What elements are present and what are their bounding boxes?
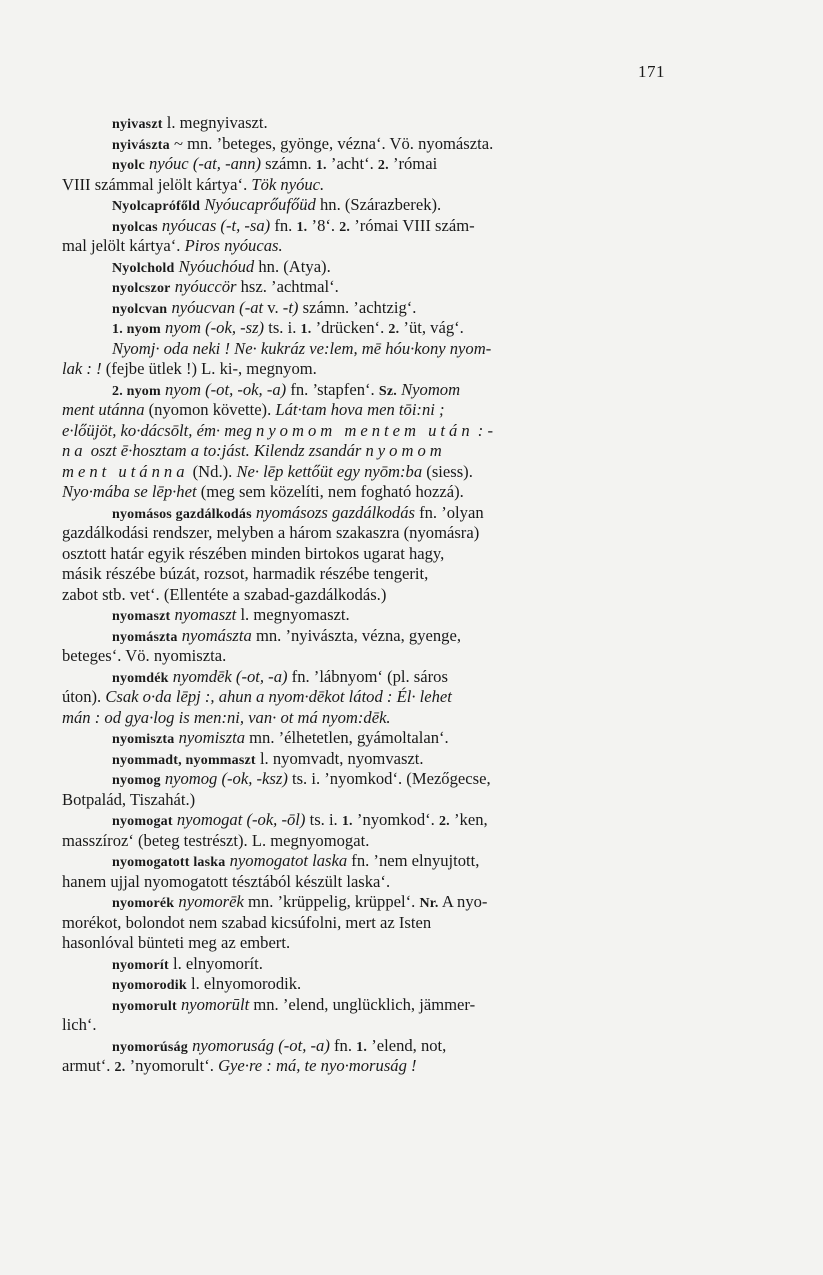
- text-run: másik részébe búzát, rozsot, harmadik részébe tengerit,: [62, 564, 429, 583]
- text-line: [62, 503, 674, 524]
- page-number: 171: [638, 62, 665, 81]
- dialect-form: Csak o·da lēpj :, ahun a nyom·dēkot látod : Él· lehet: [105, 687, 452, 706]
- text-run: osztott határ egyik részében minden birtokos ugarat hagy,: [62, 543, 445, 563]
- text-run: ts. i.: [305, 810, 342, 829]
- text-line: [62, 708, 674, 729]
- text-run: mn. ’nyivászta, vézna, gyenge,: [251, 625, 461, 645]
- text-run: hanem ujjal nyomogatott tésztából készült laska‘.: [62, 871, 391, 891]
- text-run: l. nyomvadt, nyomvaszt.: [255, 748, 424, 768]
- text-run: ’római: [388, 154, 438, 173]
- text-run: (fejbe ütlek !) L. ki-, megnyom.: [101, 359, 317, 378]
- text-run: l. elnyomorít.: [168, 953, 263, 973]
- dialect-form: ment utánna: [62, 400, 145, 419]
- text-line: [62, 790, 674, 811]
- text-run: armut‘.: [62, 1056, 115, 1075]
- headword: nyomásos gazdálkodás: [112, 506, 252, 522]
- text-run: fn.: [329, 1035, 357, 1055]
- text-line: [62, 318, 674, 339]
- dialect-form: Nyo·mába se lēp·het: [62, 482, 197, 501]
- text-line: [62, 995, 674, 1016]
- text-run: ’acht‘.: [326, 154, 378, 173]
- text-run: ts. i. ’nyomkod‘. (Mezőgecse,: [287, 769, 491, 788]
- text-run: (siess).: [422, 461, 473, 481]
- text-line: [62, 954, 674, 975]
- text-line: [62, 913, 674, 934]
- dialect-form: mán : od gya·log is men:ni, van· ot má nyom:dēk.: [62, 707, 391, 727]
- text-line: [62, 646, 674, 667]
- text-run: fn. ’lábnyom‘ (pl. sáros: [287, 666, 448, 686]
- text-line: [62, 462, 674, 483]
- text-line: [62, 175, 674, 196]
- dialect-form: nyóucas (-t, -sa): [161, 215, 271, 235]
- text-line: [62, 298, 674, 319]
- text-line: [62, 626, 674, 647]
- text-line: [62, 277, 674, 298]
- text-run: ’nyomorult‘.: [125, 1056, 219, 1075]
- dialect-form: nyóucvan (-at: [171, 297, 264, 317]
- headword: nyomdék: [112, 670, 169, 686]
- text-run: (nyomon követte).: [144, 400, 276, 419]
- dialect-form: Nyomom: [401, 379, 461, 399]
- headword: 2.: [438, 814, 450, 829]
- headword: nyomorult: [112, 998, 177, 1014]
- headword: nyolcas: [112, 219, 158, 235]
- headword: Sz.: [378, 383, 397, 399]
- dialect-form: Nyóucaprőufőüd: [204, 195, 316, 214]
- text-run: l. megnyivaszt.: [162, 113, 268, 132]
- text-run: morékot, bolondot nem szabad kicsúfolni, mert az Isten: [62, 912, 432, 932]
- dialect-form: nyomásozs gazdálkodás: [255, 502, 415, 522]
- text-line: [62, 421, 674, 442]
- text-run: ~ mn. ’beteges, gyönge, vézna‘. Vö. nyomászta.: [169, 133, 494, 153]
- headword: 2.: [339, 219, 351, 235]
- headword: 1.: [341, 814, 353, 829]
- text-run: v.: [263, 297, 283, 317]
- text-line: [62, 933, 674, 954]
- headword: 2.: [377, 158, 389, 173]
- dialect-form: Ne· lēp kettőüt egy nyōm:ba: [236, 461, 423, 481]
- text-run: mal jelölt kártya‘.: [62, 236, 185, 255]
- text-line: [62, 257, 674, 278]
- headword: 1.: [296, 219, 308, 235]
- text-line: [62, 236, 674, 257]
- headword: nyomogatott laska: [112, 855, 226, 870]
- dialect-form: nyomom mentem után: [256, 420, 474, 440]
- dialect-form: nyomogat (-ok, -ōl): [176, 810, 306, 829]
- headword: 1.: [315, 158, 327, 173]
- dialect-form: nyóuc (-at, -ann): [149, 154, 262, 173]
- text-line: [62, 1036, 674, 1057]
- headword: nyomiszta: [112, 732, 175, 747]
- headword: nyomorodik: [112, 978, 187, 993]
- headword: 2. nyom: [112, 383, 161, 399]
- text-line: [62, 359, 674, 380]
- text-run: fn. ’nem elnyujtott,: [347, 851, 480, 870]
- text-run: úton).: [62, 687, 106, 706]
- dialect-form: : -: [473, 420, 493, 440]
- dialect-form: nyomog (-ok, -ksz): [164, 769, 288, 788]
- text-line: [62, 195, 674, 216]
- dialect-form: e·lőüjöt, ko·dácsōlt, ém· meg: [62, 420, 257, 440]
- headword: nyomaszt: [112, 609, 171, 624]
- headword: 1.: [356, 1039, 368, 1055]
- text-run: mn. ’élhetetlen, gyámoltalan‘.: [245, 728, 449, 747]
- text-line: [62, 154, 674, 175]
- headword: nyivaszt: [112, 117, 163, 132]
- dialect-form: nyomoruság (-ot, -a): [192, 1035, 330, 1055]
- text-line: [62, 564, 674, 585]
- text-run: ’ken,: [449, 810, 488, 829]
- text-run: ’nyomkod‘.: [352, 810, 439, 829]
- text-line: [62, 872, 674, 893]
- headword: Nr.: [419, 896, 439, 911]
- text-run: fn.: [270, 215, 297, 235]
- dialect-form: nyomdēk (-ot, -a): [172, 666, 288, 686]
- text-line: [62, 605, 674, 626]
- text-line: [62, 134, 674, 155]
- headword: nyivászta: [112, 137, 170, 153]
- text-line: [62, 113, 674, 134]
- dialect-form: nyomom: [365, 441, 446, 460]
- text-line: [62, 769, 674, 790]
- text-run: VIII számmal jelölt kártya‘.: [62, 174, 252, 194]
- dialect-form: -t): [282, 297, 299, 317]
- text-run: számn.: [261, 154, 316, 173]
- text-run: gazdálkodási rendszer, melyben a három szakaszra (nyomásra): [62, 523, 480, 542]
- text-run: hn. (Szárazberek).: [315, 195, 442, 214]
- headword: nyomorít: [112, 957, 169, 973]
- dialect-form: Lát·tam hova men tōi:ni ;: [275, 400, 445, 419]
- dialect-form: nyomorūlt: [180, 994, 250, 1014]
- text-run: (Nd.).: [188, 461, 237, 481]
- text-run: fn. ’stapfen‘.: [286, 379, 379, 399]
- text-run: l. megnyomaszt.: [236, 605, 350, 624]
- text-line: [62, 728, 674, 749]
- headword: 1. nyom: [112, 322, 161, 337]
- dialect-form: oszt ē·hosztam a to:jást. Kilendz zsandár: [86, 441, 366, 460]
- headword: nyolcszor: [112, 281, 171, 296]
- text-line: [62, 687, 674, 708]
- text-line: [62, 380, 674, 401]
- text-run: fn. ’olyan: [414, 502, 484, 522]
- headword: 2.: [114, 1060, 126, 1075]
- dialect-form: Piros nyóucas.: [184, 236, 283, 255]
- headword: 2.: [388, 322, 400, 337]
- text-run: hasonlóval bünteti meg az embert.: [62, 933, 291, 952]
- headword: nyomog: [112, 773, 161, 788]
- headword: nyolcvan: [112, 301, 168, 317]
- headword: nyomorúság: [112, 1039, 188, 1055]
- text-run: (meg sem közelíti, nem fogható hozzá).: [196, 482, 464, 501]
- text-run: ’8‘.: [307, 215, 340, 235]
- dialect-form: Nyóuchóud: [178, 256, 255, 276]
- headword: nyommadt, nyommaszt: [112, 752, 256, 768]
- text-run: beteges‘. Vö. nyomiszta.: [62, 646, 227, 665]
- text-run: zabot stb. vet‘. (Ellentéte a szabad-gazdálkodás.): [62, 584, 387, 604]
- text-run: Botpalád, Tiszahát.): [62, 789, 196, 809]
- text-line: [62, 523, 674, 544]
- dialect-form: nyóuccör: [174, 277, 237, 296]
- dialect-form: nyomorēk: [178, 892, 244, 911]
- text-line: [62, 585, 674, 606]
- headword: nyomászta: [112, 629, 178, 645]
- dialect-form: nyomászta: [181, 625, 252, 645]
- dictionary-entries-column: [62, 113, 674, 1077]
- text-line: [62, 892, 674, 913]
- dialect-form: nyomogatot laska: [229, 851, 348, 870]
- dialect-form: na: [62, 441, 87, 460]
- dialect-form: Tök nyóuc.: [251, 174, 325, 194]
- dialect-form: ment utánna: [62, 461, 189, 481]
- dialect-form: Nyomj· oda neki ! Ne· kukráz ve:lem, mē hóu·kony nyom-: [112, 338, 492, 358]
- text-run: számn. ’achtzig‘.: [298, 297, 417, 317]
- text-run: ’római VIII szám-: [350, 215, 475, 235]
- text-line: [62, 974, 674, 995]
- dialect-form: nyomaszt: [174, 605, 237, 624]
- text-run: hsz. ’achtmal‘.: [236, 277, 339, 296]
- text-run: masszíroz‘ (beteg testrészt). L. megnyomogat.: [62, 830, 370, 850]
- text-run: lich‘.: [62, 1015, 97, 1034]
- text-run: A nyo-: [438, 892, 488, 911]
- text-line: [62, 1015, 674, 1036]
- text-run: mn. ’krüppelig, krüppel‘.: [243, 892, 420, 911]
- headword: nyomogat: [112, 814, 173, 829]
- text-line: [62, 339, 674, 360]
- headword: nyomorék: [112, 896, 175, 911]
- text-line: [62, 482, 674, 503]
- text-run: ts. i.: [264, 318, 301, 337]
- text-line: [62, 810, 674, 831]
- dialect-form: Gye·re : má, te nyo·moruság !: [218, 1056, 417, 1075]
- text-run: hn. (Atya).: [254, 256, 331, 276]
- dialect-form: nyomiszta: [178, 728, 245, 747]
- headword: Nyolcaprófőld: [112, 199, 201, 214]
- headword: Nyolchold: [112, 260, 175, 276]
- text-run: ’üt, vág‘.: [399, 318, 464, 337]
- text-run: mn. ’elend, unglücklich, jämmer-: [249, 994, 476, 1014]
- text-run: ’drücken‘.: [311, 318, 389, 337]
- text-line: [62, 400, 674, 421]
- text-line: [62, 216, 674, 237]
- text-line: [62, 749, 674, 770]
- dialect-form: nyom (-ot, -ok, -a): [165, 379, 287, 399]
- text-line: [62, 831, 674, 852]
- text-line: [62, 667, 674, 688]
- text-line: [62, 1056, 674, 1077]
- text-run: ’elend, not,: [367, 1035, 447, 1055]
- dialect-form: nyom (-ok, -sz): [165, 318, 265, 337]
- text-line: [62, 441, 674, 462]
- headword: nyolc: [112, 158, 145, 173]
- text-line: [62, 544, 674, 565]
- text-run: l. elnyomorodik.: [186, 974, 302, 993]
- dialect-form: lak : !: [62, 359, 102, 378]
- headword: 1.: [300, 322, 312, 337]
- text-line: [62, 851, 674, 872]
